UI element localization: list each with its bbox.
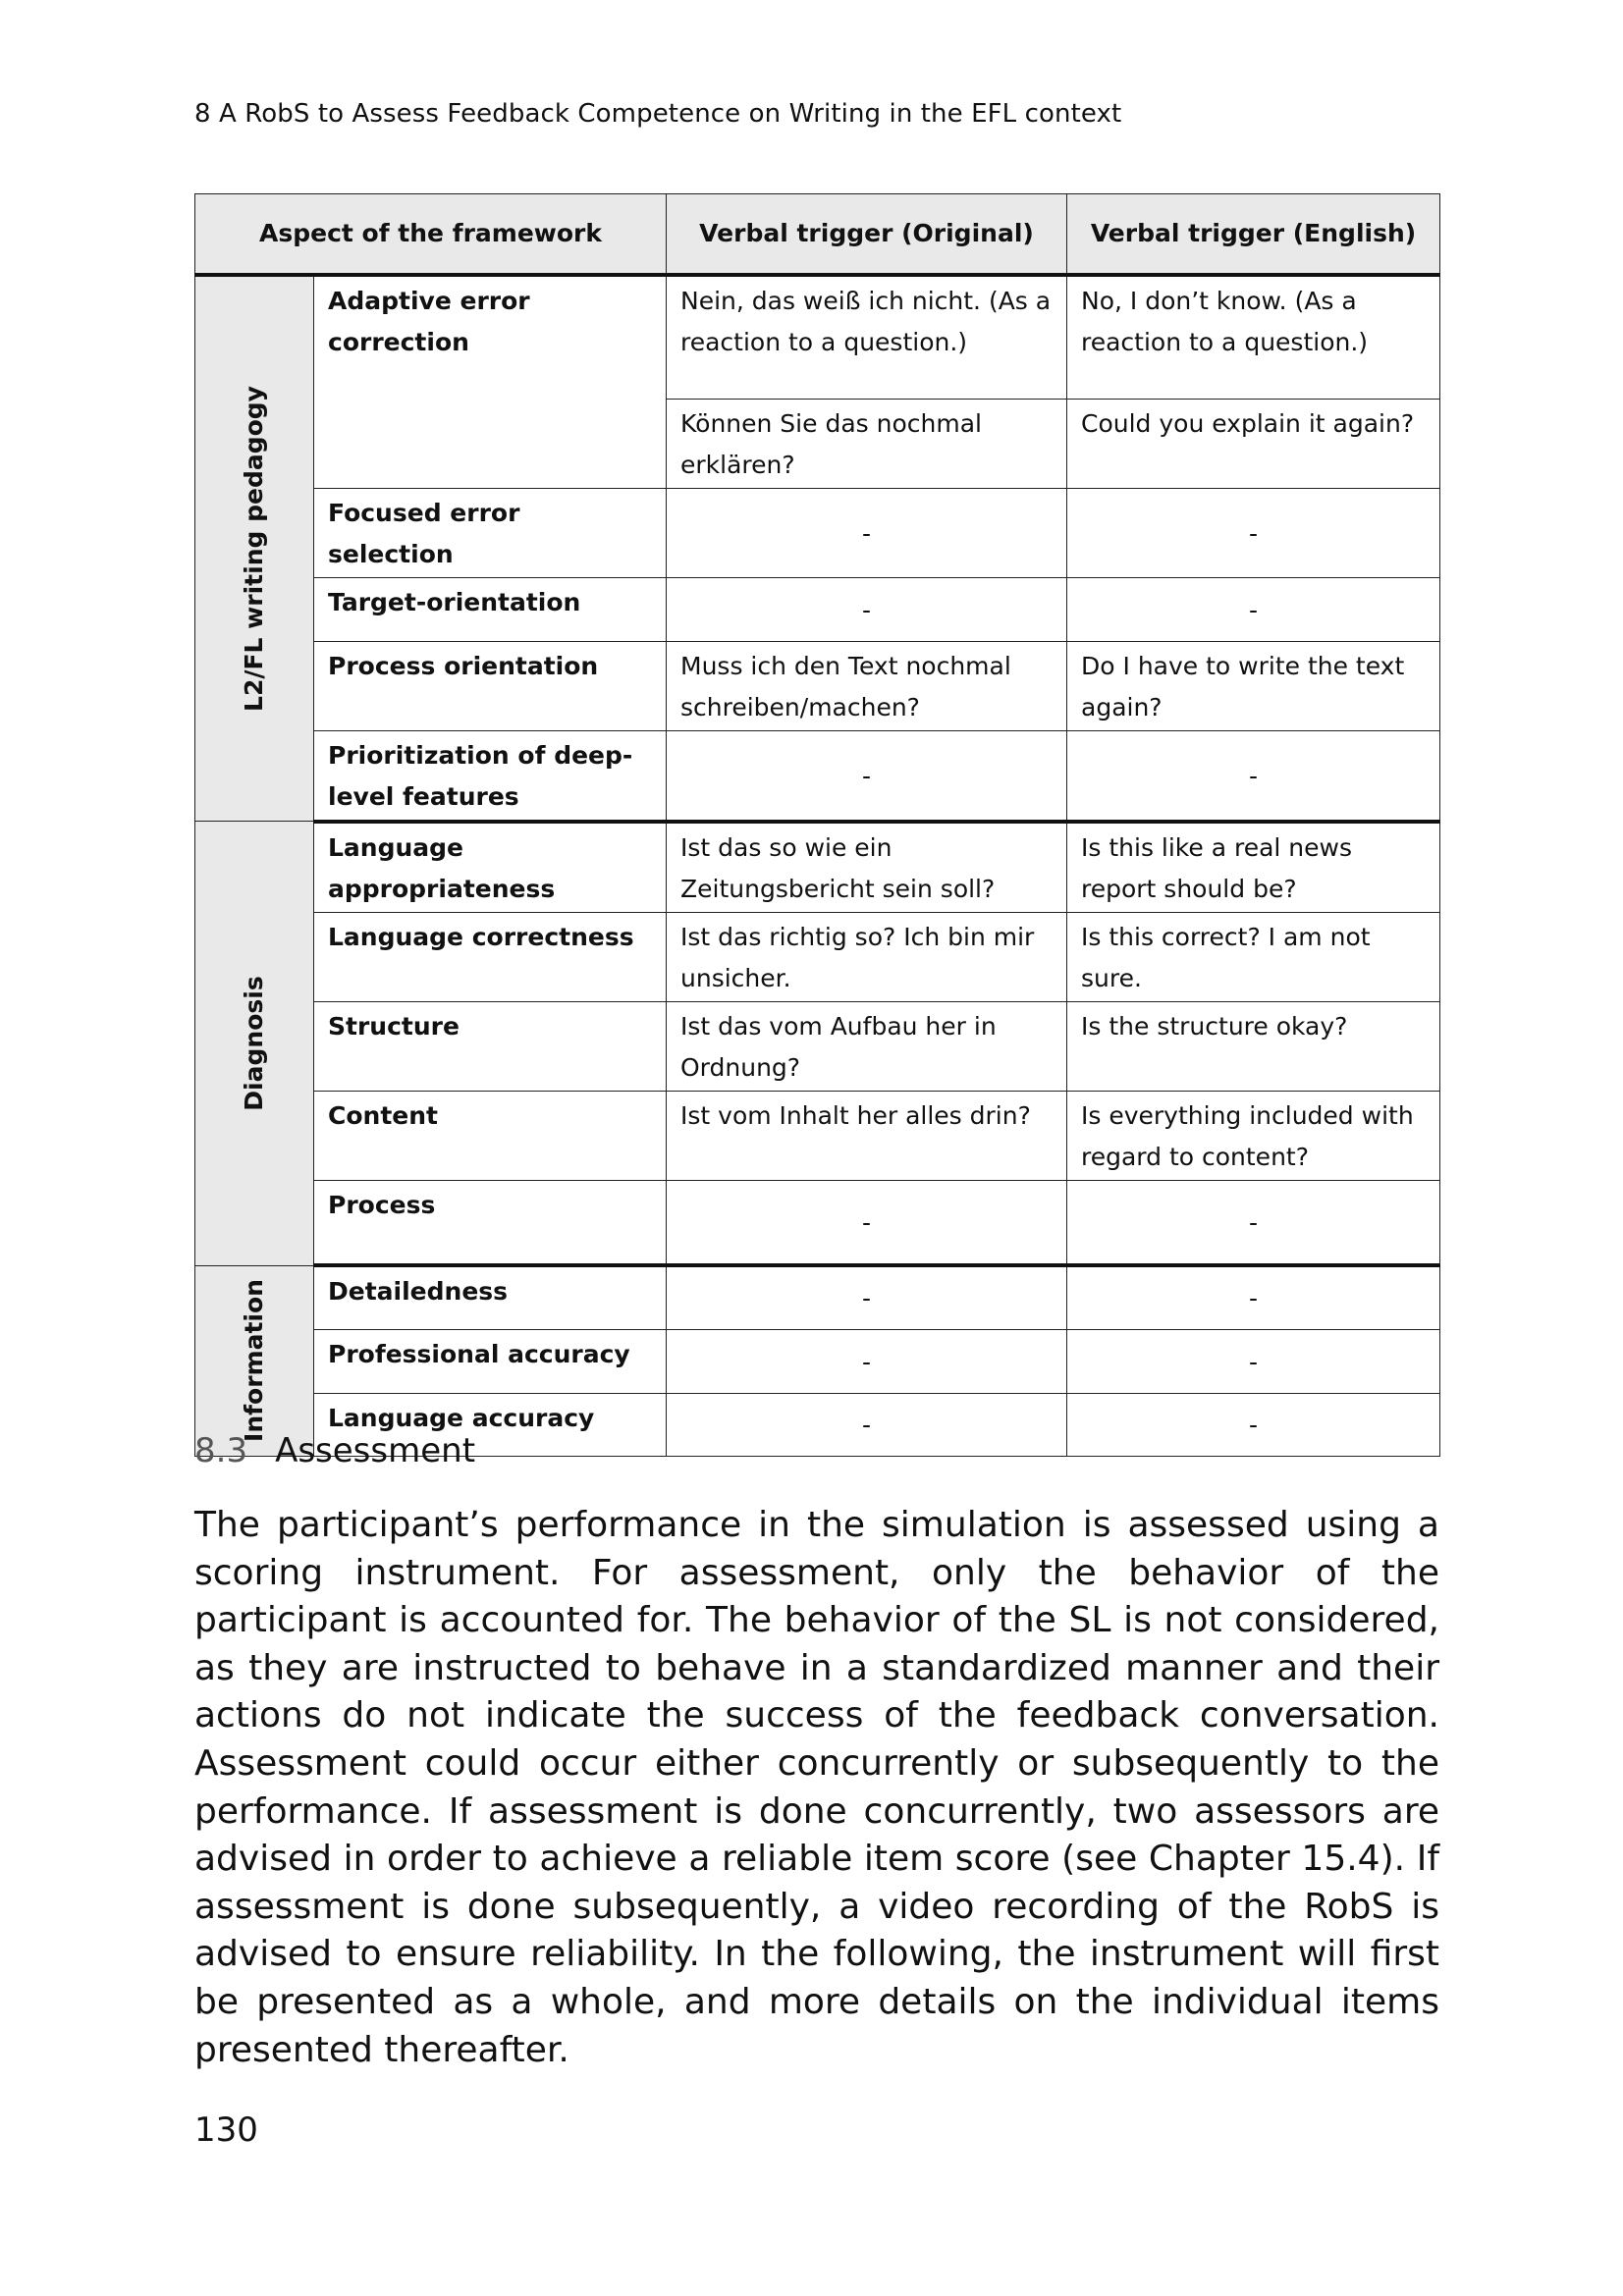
- group-information: [195, 1265, 314, 1456]
- original-cell: -: [667, 1329, 1067, 1393]
- original-cell: Ist vom Inhalt her alles drin?: [667, 1091, 1067, 1180]
- aspect-cell: Prioritization of deep-level features: [314, 730, 667, 822]
- group-pedagogy: [195, 275, 314, 822]
- original-cell: -: [667, 488, 1067, 577]
- running-header: 8 A RobS to Assess Feedback Competence on Writing in the EFL context: [194, 99, 1122, 129]
- aspect-cell: Content: [314, 1091, 667, 1180]
- english-cell: Is this correct? I am not sure.: [1067, 912, 1440, 1001]
- english-cell: -: [1067, 577, 1440, 641]
- aspect-cell: Language correctness: [314, 912, 667, 1001]
- english-cell: Is everything included with regard to content?: [1067, 1091, 1440, 1180]
- original-cell: -: [667, 1393, 1067, 1456]
- aspect-cell: Language appropriateness: [314, 822, 667, 913]
- english-cell: -: [1067, 1329, 1440, 1393]
- english-cell: Do I have to write the text again?: [1067, 641, 1440, 730]
- english-cell: No, I don’t know. (As a reaction to a question.): [1067, 275, 1440, 399]
- english-cell: Is the structure okay?: [1067, 1001, 1440, 1091]
- header-english: Verbal trigger (English): [1067, 194, 1440, 276]
- page-number: 130: [194, 2110, 258, 2150]
- aspect-cell: Process: [314, 1180, 667, 1265]
- original-cell: Muss ich den Text nochmal schreiben/machen?: [667, 641, 1067, 730]
- header-original: Verbal trigger (Original): [667, 194, 1067, 276]
- group-label-pedagogy: L2/FL writing pedagogy: [240, 386, 268, 712]
- english-cell: -: [1067, 730, 1440, 822]
- aspect-cell: Structure: [314, 1001, 667, 1091]
- aspect-cell: Focused error selection: [314, 488, 667, 577]
- original-cell: -: [667, 577, 1067, 641]
- original-cell: Können Sie das nochmal erklären?: [667, 399, 1067, 488]
- original-cell: -: [667, 730, 1067, 822]
- aspect-cell: Professional accuracy: [314, 1329, 667, 1393]
- section-heading: [194, 1431, 475, 1470]
- english-cell: -: [1067, 1180, 1440, 1265]
- english-cell: Could you explain it again?: [1067, 399, 1440, 488]
- aspect-cell: Target-orientation: [314, 577, 667, 641]
- group-diagnosis: [195, 822, 314, 1266]
- section-title: Assessment: [275, 1431, 476, 1470]
- framework-table: [194, 193, 1439, 1457]
- original-cell: -: [667, 1265, 1067, 1329]
- body-paragraph: The participant’s performance in the simulation is assessed using a scoring instrument. For assessment, only the behavior of the participant is accounted for. The behavior of the SL is not considered, as they are instructed to behave in a standardized manner and their actions do not indicate the success of the feedback conversation. Assessment could occur either concurrently or subsequently to the performance. If assessment is done concurrently, two assessors are advised in order to achieve a reliable item score (see Chapter 15.4). If assessment is done subsequently, a video recording of the RobS is advised to ensure reliability. In the following, the instrument will first be presented as a whole, and more details on the individual items presented thereafter.: [194, 1505, 1439, 2070]
- english-cell: -: [1067, 1393, 1440, 1456]
- section-number: 8.3: [194, 1431, 248, 1470]
- original-cell: Ist das richtig so? Ich bin mir unsicher.: [667, 912, 1067, 1001]
- original-cell: Nein, das weiß ich nicht. (As a reaction to a question.): [667, 275, 1067, 399]
- aspect-cell: Language accuracy: [314, 1393, 667, 1456]
- group-label-diagnosis: Diagnosis: [240, 976, 268, 1111]
- original-cell: Ist das vom Aufbau her in Ordnung?: [667, 1001, 1067, 1091]
- original-cell: -: [667, 1180, 1067, 1265]
- group-label-information: Information: [240, 1279, 268, 1442]
- english-cell: -: [1067, 1265, 1440, 1329]
- original-cell: Ist das so wie ein Zeitungsbericht sein soll?: [667, 822, 1067, 913]
- aspect-cell: Process orientation: [314, 641, 667, 730]
- english-cell: Is this like a real news report should be?: [1067, 822, 1440, 913]
- aspect-cell: Adaptive error correction: [314, 275, 667, 488]
- aspect-cell: Detailedness: [314, 1265, 667, 1329]
- header-aspect: Aspect of the framework: [195, 194, 667, 276]
- english-cell: -: [1067, 488, 1440, 577]
